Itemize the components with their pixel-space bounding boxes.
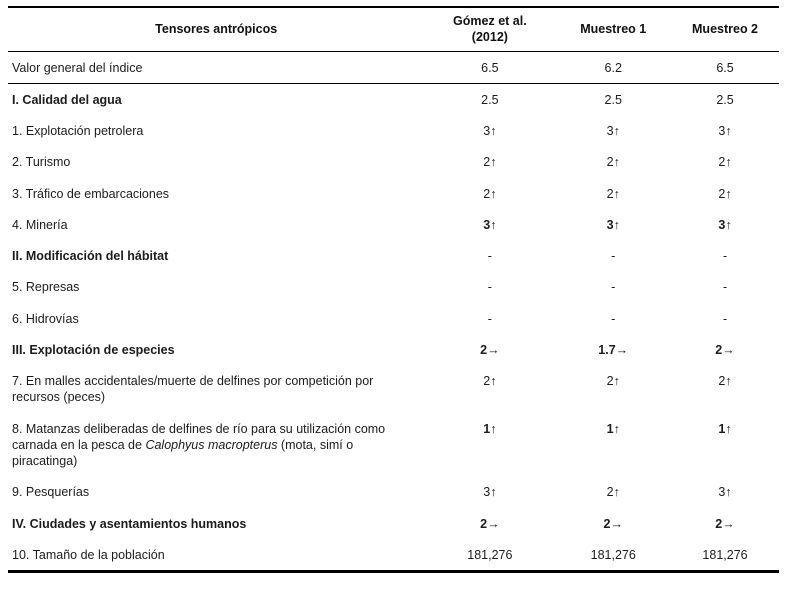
value-cell: 2→: [603, 516, 623, 531]
row-label: 5. Represas: [12, 280, 80, 295]
value-cell: -: [487, 311, 492, 326]
value-cell: 2↑: [606, 374, 620, 388]
value-cell: 2.5: [716, 92, 734, 107]
header-gomez-line1: Gómez et al.: [453, 14, 527, 28]
value-cell: 2↑: [718, 155, 732, 170]
value-cell: 6.2: [604, 60, 622, 75]
value-cell: 3↑: [483, 217, 497, 232]
value-cell: -: [611, 280, 616, 295]
row-label: IV. Ciudades y asentamientos humanos: [12, 516, 247, 531]
row-label-text: (mota, simí o piracatinga): [12, 437, 354, 468]
row-label: 7. En malles accidentales/muerte de delfines por competición por recursos (peces): [12, 374, 374, 405]
table-row-turismo: [8, 146, 779, 177]
row-label: 1. Explotación petrolera: [12, 124, 144, 138]
value-cell: 2↑: [606, 186, 620, 201]
value-cell: -: [722, 311, 728, 326]
value-cell: 3↑: [718, 124, 732, 138]
species-name-italic: Calophyus macropterus: [145, 437, 278, 452]
table-row-ciudades-asentamientos: [8, 508, 779, 539]
row-label-text: 8. Matanzas deliberadas de delfines de río para su utilización como carnada en la pesca de: [12, 421, 386, 452]
table-row-malles-accidentales: [8, 365, 779, 413]
value-cell: -: [611, 311, 616, 326]
row-label: 3. Tráfico de embarcaciones: [12, 186, 170, 201]
header-gomez-2012: [424, 7, 555, 51]
value-cell: -: [722, 249, 728, 263]
value-cell: 181,276: [590, 547, 636, 562]
value-cell: 2↑: [606, 155, 620, 170]
value-cell: 2↑: [483, 155, 497, 170]
value-cell: -: [487, 249, 492, 263]
table-row-matanzas-deliberadas: [8, 413, 779, 477]
table-row-trafico-embarcaciones: [8, 178, 779, 209]
value-cell: 2↑: [606, 485, 620, 500]
row-label: [8, 413, 424, 477]
table-row-tamano-poblacion: [8, 539, 779, 572]
row-label: I. Calidad del agua: [12, 92, 122, 107]
value-cell: 6.5: [716, 60, 734, 75]
value-cell: 2↑: [718, 186, 732, 201]
value-cell: 2→: [715, 342, 735, 357]
value-cell: -: [611, 249, 616, 263]
row-label: II. Modificación del hábitat: [12, 249, 169, 263]
stressors-table: [8, 6, 779, 573]
header-gomez-line2: (2012): [471, 30, 508, 45]
table-row-explotacion-petrolera: [8, 115, 779, 146]
value-cell: 1↑: [483, 421, 497, 436]
value-cell: 2↑: [483, 186, 497, 201]
value-cell: -: [722, 280, 728, 295]
value-cell: 3↑: [718, 485, 732, 500]
table-row-represas: [8, 271, 779, 302]
value-cell: 2.5: [604, 92, 622, 107]
row-label: 6. Hidrovías: [12, 311, 79, 326]
row-label: III. Explotación de especies: [12, 342, 175, 357]
value-cell: 2↑: [483, 374, 497, 388]
header-row: [8, 7, 779, 51]
table-row-valor-general: [8, 51, 779, 83]
table-row-hidrovias: [8, 303, 779, 334]
value-cell: 3↑: [718, 217, 732, 232]
value-cell: 1↑: [606, 421, 620, 436]
value-cell: -: [487, 280, 492, 295]
value-cell: 181,276: [702, 547, 748, 562]
row-label: 10. Tamaño de la población: [12, 547, 165, 562]
value-cell: 2↑: [718, 374, 732, 388]
value-cell: 1.7→: [598, 342, 629, 357]
value-cell: 6.5: [481, 60, 499, 75]
value-cell: 2.5: [481, 92, 499, 107]
table-row-modificacion-habitat: [8, 240, 779, 271]
table-row-pesquerias: [8, 476, 779, 507]
table-row-calidad-agua: [8, 83, 779, 115]
row-label: 9. Pesquerías: [12, 485, 90, 500]
value-cell: 2→: [480, 516, 500, 531]
value-cell: 3↑: [606, 217, 620, 232]
value-cell: 3↑: [483, 485, 497, 500]
value-cell: 181,276: [467, 547, 513, 562]
row-label: 2. Turismo: [12, 155, 71, 170]
value-cell: 3↑: [606, 124, 620, 138]
row-label: 4. Minería: [12, 217, 68, 232]
value-cell: 2→: [480, 342, 500, 357]
value-cell: 3↑: [483, 124, 497, 138]
table-row-mineria: [8, 209, 779, 240]
table-row-explotacion-especies: [8, 334, 779, 365]
value-cell: 1↑: [718, 421, 732, 436]
header-muestreo-2: Muestreo 2: [692, 22, 759, 37]
value-cell: 2→: [715, 516, 735, 531]
header-tensores-antropicos: Tensores antrópicos: [155, 22, 278, 37]
row-label: Valor general del índice: [12, 60, 143, 75]
header-muestreo-1: Muestreo 1: [580, 22, 647, 37]
